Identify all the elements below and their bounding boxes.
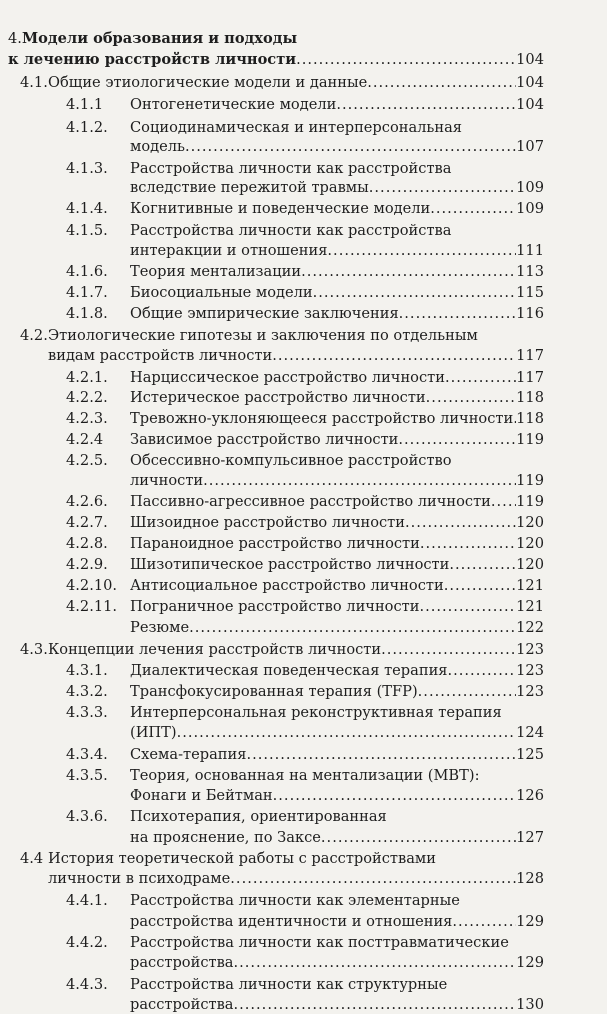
dot-leader (381, 641, 516, 659)
toc-entry-title: Обсессивно-компульсивное расстройство (130, 452, 452, 469)
toc-entry (48, 870, 544, 888)
toc-entry-title: Когнитивные и поведенческие модели (130, 200, 431, 217)
toc-entry-number: 4.1.1 (66, 96, 104, 113)
dot-leader (301, 263, 516, 281)
toc-page-number: 120 (516, 514, 544, 531)
toc-entry-number: 4.3.3. (66, 704, 108, 721)
toc-entry (20, 641, 544, 659)
toc-entry (20, 327, 544, 345)
toc-entry (66, 662, 544, 680)
toc-entry (66, 369, 544, 387)
toc-entry (66, 389, 544, 407)
toc-entry-number: 4.1.8. (66, 305, 108, 322)
toc-entry (8, 30, 544, 48)
toc-page-number: 119 (516, 472, 544, 489)
toc-entry-title: Онтогенетические модели (130, 96, 337, 113)
toc-entry-title: Шизотипическое расстройство личности (130, 556, 450, 573)
toc-entry (66, 96, 544, 114)
dot-leader (296, 51, 516, 69)
toc-entry-number: 4.4.3. (66, 976, 108, 993)
dot-leader (273, 787, 516, 805)
dot-leader (449, 556, 516, 574)
toc-entry-title: Общие эмпирические заключения (130, 305, 399, 322)
toc-entry-number: 4.2.3. (66, 410, 108, 427)
toc-entry-title: Фонаги и Бейтман (130, 787, 273, 804)
toc-entry (66, 598, 544, 616)
toc-entry-number: 4.1.7. (66, 284, 108, 301)
toc-entry-title: интеракции и отношения (130, 242, 328, 259)
dot-leader (189, 619, 516, 637)
toc-entry-title: Резюме (130, 619, 190, 636)
toc-entry (130, 996, 544, 1014)
toc-entry-title: Шизоидное расстройство личности (130, 514, 405, 531)
dot-leader (419, 598, 516, 616)
toc-entry (8, 51, 544, 69)
toc-entry-title: Расстройства личности как расстройства (130, 222, 452, 239)
toc-entry-title: Биосоциальные модели (130, 284, 313, 301)
toc-entry (20, 74, 544, 92)
toc-entry-number: 4.2.2. (66, 389, 108, 406)
toc-entry (130, 619, 544, 637)
toc-entry-title: Зависимое расстройство личности (130, 431, 399, 448)
toc-entry (66, 704, 544, 722)
toc-entry-number: 4.2.9. (66, 556, 108, 573)
toc-entry-number: 4.1. (20, 74, 48, 91)
dot-leader (444, 577, 516, 595)
toc-entry (130, 954, 544, 972)
toc-entry (130, 913, 544, 931)
toc-entry (66, 892, 544, 910)
dot-leader (246, 746, 516, 764)
toc-page-number: 104 (516, 51, 544, 68)
toc-entry (130, 829, 544, 847)
toc-entry (130, 179, 544, 197)
toc-entry (130, 472, 544, 490)
toc-entry-number: 4.4.2. (66, 934, 108, 951)
toc-entry-title: Общие этиологические модели и данные (48, 74, 368, 91)
toc-page-number: 117 (516, 347, 544, 364)
toc-entry-number: 4.2.6. (66, 493, 108, 510)
dot-leader (203, 472, 516, 490)
toc-entry-title: Пограничное расстройство личности (130, 598, 420, 615)
toc-entry (130, 787, 544, 805)
dot-leader (230, 870, 516, 888)
toc-entry-title: Психотерапия, ориентированная (130, 808, 387, 825)
toc-page-number: 129 (516, 954, 544, 971)
toc-entry (66, 746, 544, 764)
dot-leader (398, 431, 516, 449)
dot-leader (405, 514, 516, 532)
toc-entry (66, 535, 544, 553)
toc-page-number: 111 (516, 242, 544, 259)
toc-page-number: 104 (516, 96, 544, 113)
toc-entry-number: 4.2.1. (66, 369, 108, 386)
toc-entry-number: 4.4 (20, 850, 44, 867)
dot-leader (399, 305, 516, 323)
toc-page-number: 129 (516, 913, 544, 930)
toc-entry-number: 4.4.1. (66, 892, 108, 909)
toc-entry (66, 305, 544, 323)
toc-page-number: 116 (516, 305, 544, 322)
dot-leader (272, 347, 516, 365)
toc-entry-number: 4.1.6. (66, 263, 108, 280)
toc-page-number: 118 (516, 410, 544, 427)
toc-page-number: 123 (516, 662, 544, 679)
toc-entry (130, 138, 544, 156)
toc-entry-title: Параноидное расстройство личности (130, 535, 420, 552)
toc-entry (66, 493, 544, 511)
toc-entry (130, 724, 544, 742)
toc-page-number: 122 (516, 619, 544, 636)
toc-entry-title: расстройства идентичности и отношения (130, 913, 453, 930)
toc-entry (66, 160, 544, 178)
toc-entry-number: 4.2.4 (66, 431, 104, 448)
toc-entry-title: личности в психодраме (48, 870, 231, 887)
toc-entry-title: Пассивно-агрессивное расстройство личности (130, 493, 491, 510)
toc-entry-title: Тревожно-уклоняющееся расстройство личности (130, 410, 514, 427)
toc-entry-title: Модели образования и подходы (22, 30, 298, 47)
toc-entry-number: 4.3. (20, 641, 48, 658)
toc-entry (66, 431, 544, 449)
toc-entry-title: видам расстройств личности (48, 347, 273, 364)
toc-entry (66, 577, 544, 595)
toc-entry-title: на прояснение, по Заксе (130, 829, 321, 846)
toc-page-number: 117 (516, 369, 544, 386)
dot-leader (367, 74, 516, 92)
toc-entry (66, 119, 544, 137)
toc-page-number: 130 (516, 996, 544, 1013)
toc-entry-title: Концепции лечения расстройств личности (48, 641, 382, 658)
toc-entry-title: Истерическое расстройство личности (130, 389, 426, 406)
dot-leader (491, 493, 516, 511)
toc-entry-title: Теория ментализации (130, 263, 302, 280)
toc-entry-title: Расстройства личности как расстройства (130, 160, 452, 177)
toc-entry (48, 347, 544, 365)
toc-entry-title: Теория, основанная на ментализации (MBT): (130, 767, 480, 784)
toc-entry (66, 767, 544, 785)
toc-entry-number: 4.1.5. (66, 222, 108, 239)
toc-page-number: 126 (516, 787, 544, 804)
dot-leader (369, 179, 516, 197)
toc-entry-title: Расстройства личности как посттравматические (130, 934, 509, 951)
toc-page-number: 119 (516, 493, 544, 510)
toc-entry (20, 850, 544, 868)
toc-entry (66, 200, 544, 218)
toc-entry-number: 4.2.5. (66, 452, 108, 469)
toc-page-number: 118 (516, 389, 544, 406)
toc-entry-number: 4.1.3. (66, 160, 108, 177)
toc-entry-number: 4.2.7. (66, 514, 108, 531)
toc-page-number: 115 (516, 284, 544, 301)
toc-entry-number: 4.3.1. (66, 662, 108, 679)
toc-page-number: 104 (516, 74, 544, 91)
toc-entry-number: 4.1.4. (66, 200, 108, 217)
toc-entry-number: 4.3.6. (66, 808, 108, 825)
dot-leader (418, 683, 516, 701)
toc-page-number: 113 (516, 263, 544, 280)
toc-entry-title: (ИПТ) (130, 724, 177, 741)
toc-entry-title: модель (130, 138, 185, 155)
dot-leader (448, 662, 517, 680)
toc-entry (66, 410, 544, 428)
dot-leader (233, 996, 516, 1014)
toc-entry (66, 976, 544, 994)
toc-entry-title: Этиологические гипотезы и заключения по отдельным (48, 327, 478, 344)
toc-entry-title: к лечению расстройств личности (8, 51, 297, 68)
dot-leader (177, 724, 517, 742)
dot-leader (452, 913, 516, 931)
toc-entry-number: 4.3.2. (66, 683, 108, 700)
toc-entry-title: Нарциссическое расстройство личности (130, 369, 445, 386)
dot-leader (430, 200, 516, 218)
toc-page-number: 125 (516, 746, 544, 763)
toc-entry-title: расстройства (130, 954, 234, 971)
toc-entry-title: вследствие пережитой травмы (130, 179, 369, 196)
toc-entry (130, 242, 544, 260)
toc-entry (66, 683, 544, 701)
toc-page-number: 119 (516, 431, 544, 448)
toc-entry-number: 4.2.11. (66, 598, 118, 615)
toc-entry (66, 284, 544, 302)
toc-entry (66, 808, 544, 826)
toc-page-number: 107 (516, 138, 544, 155)
toc-page-number: 128 (516, 870, 544, 887)
toc-page-number: 121 (516, 577, 544, 594)
toc-entry (66, 514, 544, 532)
dot-leader (313, 284, 517, 302)
toc-entry-title: Интерперсональная реконструктивная терапия (130, 704, 502, 721)
dot-leader (445, 369, 516, 387)
dot-leader (336, 96, 516, 114)
toc-entry-number: 4.1.2. (66, 119, 108, 136)
toc-entry (66, 222, 544, 240)
toc-entry-number: 4. (8, 30, 22, 47)
toc-entry-title: Расстройства личности как структурные (130, 976, 448, 993)
dot-leader (426, 389, 516, 407)
toc-entry (66, 934, 544, 952)
toc-entry (66, 263, 544, 281)
dot-leader (420, 535, 516, 553)
dot-leader (233, 954, 516, 972)
toc-page-number: 123 (516, 641, 544, 658)
toc-entry (66, 452, 544, 470)
toc-entry-number: 4.3.4. (66, 746, 108, 763)
toc-entry-number: 4.2. (20, 327, 48, 344)
toc-entry-title: Диалектическая поведенческая терапия (130, 662, 448, 679)
dot-leader (327, 242, 516, 260)
toc-entry-number: 4.2.8. (66, 535, 108, 552)
toc-entry-title: История теоретической работы с расстройствами (48, 850, 436, 867)
toc-entry-title: личности (130, 472, 204, 489)
toc-page-number: 123 (516, 683, 544, 700)
dot-leader (185, 138, 516, 156)
toc-page-number: 109 (516, 179, 544, 196)
toc-entry-title: Антисоциальное расстройство личности (130, 577, 444, 594)
toc-page-number: 120 (516, 535, 544, 552)
toc-entry-title: Социодинамическая и интерперсональная (130, 119, 463, 136)
toc-entry-number: 4.3.5. (66, 767, 108, 784)
toc-page-number: 109 (516, 200, 544, 217)
toc-entry-title: Схема-терапия (130, 746, 247, 763)
toc-entry-title: расстройства (130, 996, 234, 1013)
toc-page-number: 127 (516, 829, 544, 846)
toc-entry-number: 4.2.10. (66, 577, 118, 594)
toc-page-number: 120 (516, 556, 544, 573)
toc-page-number: 121 (516, 598, 544, 615)
toc-entry-title: Расстройства личности как элементарные (130, 892, 460, 909)
toc-page-number: 124 (516, 724, 544, 741)
toc-entry (66, 556, 544, 574)
dot-leader (321, 829, 516, 847)
toc-entry-title: Трансфокусированная терапия (TFP) (130, 683, 418, 700)
